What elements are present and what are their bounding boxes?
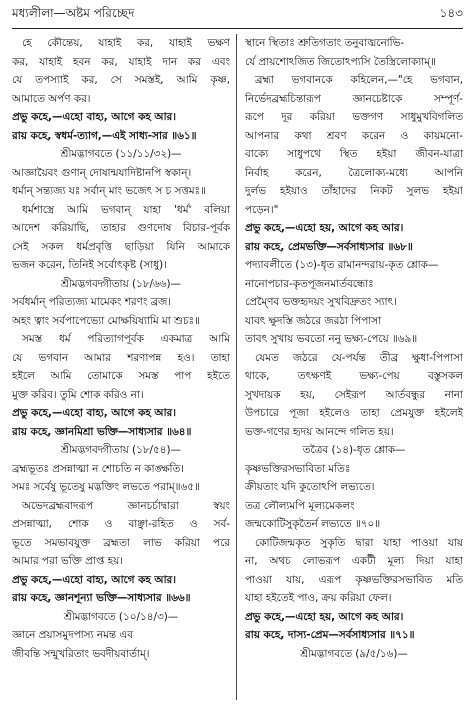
verse-line: যাবৎ ক্ষুদস্তি জঠরে জরঠা পিপাসা (245, 314, 382, 327)
header-rule (12, 28, 463, 29)
text-line: সুখদায়ক হয়, সেইরূপ আর্তবন্ধুর নানা (245, 388, 463, 401)
text-line: প্রসন্নাত্মা, শোক ও বাঞ্ছা-রহিত ও সর্ব- (12, 518, 230, 530)
text-line: ব্রহ্মা ভগবানকে কহিলেন,—"হে ভগবান, (255, 74, 463, 86)
verse-line: র্যে প্রায়শোঽজিত জিতোঽপ্যসি তৈস্ত্রিলোক্যাম্॥ (245, 55, 436, 68)
verse-line: কৃষ্ণভক্তিরসভাবিতা মতিঃ (245, 462, 351, 475)
citation-line: শ্রীমদ্ভগবদ্গীতায় (১৮/৬৬)— (60, 277, 181, 290)
text-line: আমাতে অর্পণ কর। (12, 92, 91, 105)
verse-line: ধর্মান্ সন্ত্যজ্য যঃ সর্বান্ মাং ভজেৎ স চ সত্তমঃ॥ (12, 185, 206, 197)
verse-line: জীবন্তি সন্মুখরিতাং ভবদীয়বার্তাম্। (12, 647, 150, 660)
verse-line: সর্বধর্মান্ পরিত্যজ্য মামেকং শরণং ব্রজ। (12, 296, 172, 308)
verse-line: স্থানে স্থিতাঃ শ্রুতিগতাং তনুবাঙ্মনোভি- (245, 37, 405, 49)
dialogue-line: রায় কহে, দাস্য-প্রেম—সর্বসাধ্যসার ॥৭১॥ (245, 629, 415, 641)
verse-line: ক্রীয়তাং যদি কুতোঽপি লভ্যতে। (245, 481, 375, 493)
dialogue-line: প্রভু কহে,—এহো হয়, আগে কহ আর। (245, 222, 404, 234)
text-line: আদেশ করিয়াছি, তাহার গুণদোষ বিচার-পূর্বক (12, 222, 230, 234)
text-line: উপচারে পূজা হইলেও তাহা প্রেমযুক্ত হইলেই (245, 407, 463, 419)
text-line: কোটিজন্মকৃত সুকৃতি দ্বারা যাহা পাওয়া যায় (255, 536, 463, 549)
text-line: যে তপস্যাই কর, সে সমস্তই, আমি কৃষ্ণ, (12, 74, 230, 86)
dialogue-line: রায় কহে, প্রেমভক্তি—সর্বসাধ্যসার ॥৬৮॥ (245, 240, 413, 253)
citation-line: শ্রীমদ্ভগবদ্গীতায় (১৮/৫৪)— (61, 444, 181, 456)
text-line: সমস্ত ধর্ম পরিত্যাগপূর্বক একমাত্র আমি (22, 333, 230, 345)
text-line: ভজন করেন, তিনিই সর্বোৎকৃষ্ট (সাধু)। (12, 259, 167, 271)
text-line: কর, যাহাই হবন কর, যাহাই দান কর এবং (12, 55, 230, 68)
column-divider (236, 34, 237, 700)
verse-line: তাবৎ সুখায় ভবতো ননু ভক্ষ্য-পেয়ে ॥৬৯॥ (245, 333, 418, 345)
dialogue-line: প্রভু কহে,—এহো বাহ্য, আগে কহ আর। (12, 407, 176, 419)
text-line: ভক্ত-গণের হৃদয় আনন্দে গলিত হয়। (245, 425, 394, 438)
verse-line: জন্মকোটিসুকৃতৈর্ন লভ্যতে ॥৭০॥ (245, 518, 381, 530)
dialogue-line: প্রভু কহে,—এহো হয়, আগে কহ আর। (245, 610, 404, 623)
dialogue-line: প্রভু কহে,—এহো বাহ্য, আগে কহ আর। (12, 111, 176, 123)
text-line: যাহা হইতেই পাও, ক্রয় করিয়া ফেল। (245, 592, 392, 604)
text-line: দুর্লভ হইয়াও তাঁহাদের নিকট সুলভ হইয়া (245, 185, 463, 197)
verse-line: ব্রহ্মভূতঃ প্রসন্নাত্মা ন শোচতি ন কাঙ্ক্ষতি। (12, 462, 184, 475)
citation-line: পদ্যাবলীতে (১৩)-ধৃত রামানন্দরায়-কৃত শ্লোক— (245, 259, 439, 271)
text-line: বাক্যে সাধুপথে স্থিত হইয়া জীবন-যাত্রা (245, 148, 463, 160)
text-line: হে কৌন্তেয়, যাহাই কর, যাহাই ভক্ষণ (22, 37, 230, 49)
citation-line: শ্রীমদ্ভাগবতে (১১/১১/৩২)— (60, 148, 182, 160)
text-line: মুক্ত করিব। তুমি শোক করিও না। (12, 388, 144, 401)
verse-line: অহং ত্বাং সর্বপাপেভ্যো মোক্ষয়িষ্যামি মা শুচঃ॥ (12, 314, 200, 327)
verse-line: সমঃ সর্বেষু ভূতেষু মদ্ভক্তিং লভতে পরাম্॥৬৫॥ (12, 481, 200, 493)
page-number: ১৪৩ (439, 6, 463, 20)
verse-line: তত্র লৌল্যমপি মূল্যমেকলং (245, 499, 355, 512)
citation-line: শ্রীমদ্ভাগবতে (১০/১৪/৩)— (63, 610, 179, 623)
text-line: আমার পরা ভক্তি প্রাপ্ত হয়। (12, 555, 124, 567)
text-line: নির্ভেদব্রহ্মচিন্তারূপ জ্ঞানচেষ্টাকে সম্পূর্ণ- (245, 92, 463, 105)
text-line: যেমত জঠরে যে-পর্যন্ত তীব্র ক্ষুধা-পিপাসা (255, 351, 463, 364)
dialogue-line: রায় কহে, জ্ঞানমিশ্রা ভক্তি—সাধ্যসার ॥৬৪॥ (12, 425, 192, 438)
citation-line: শ্রীমদ্ভাগবতে (৯/৫/১৬)— (300, 647, 408, 660)
text-line: ভূতে সমভাবযুক্ত ব্রহ্মতা লাভ করিয়া পরে (12, 536, 230, 549)
text-line: অভেদব্রহ্মবাদরূপ জ্ঞানচর্চাদ্বারা স্বয়ং (22, 499, 230, 512)
verse-line: নানোপচার-কৃতপূজনমার্তবন্ধোঃ (245, 277, 374, 290)
text-line: থাকে, তৎক্ষণই ভক্ষ্য-পেয় বস্তুসকল (245, 370, 463, 382)
verse-line: জ্ঞানে প্রয়াসমুদপাস্য নমন্ত এব (12, 629, 133, 641)
dialogue-line: প্রভু কহে,—এহো বাহ্য, আগে কহ আর। (12, 573, 176, 586)
text-line: না, অথচ লোভরূপ একটী মূল্য দিয়া যাহা (245, 555, 463, 567)
text-line: নির্বাহ করেন, ত্রৈলোক্য-মধ্যে আপনি (245, 166, 463, 179)
text-line: রূপে দূর করিয়া ভক্তগণ সাধুমুখবিগলিত (245, 111, 463, 123)
text-line: ধর্মশাস্ত্রে আমি ভগবান্ যাহা 'ধর্ম' বলিয়া (22, 203, 230, 216)
text-line: হইলে আমি তোমাকে সমস্ত পাপ হইতে (12, 370, 230, 382)
text-line: পড়েন।" (245, 203, 279, 216)
text-line: পাওয়া যায়, এরূপ কৃষ্ণভক্তিরসভাবিত মতি (245, 573, 463, 586)
text-line: যে ভগবান আমার শরণাপন্ন হও। তাহা (12, 351, 230, 364)
page-header (12, 4, 463, 26)
running-title: মধ্যলীলা—অষ্টম পরিচ্ছেদ (12, 6, 135, 20)
text-line: সেই সকল ধর্মপ্রবৃত্তি ছাড়িয়া যিনি আমাকে (12, 240, 230, 253)
dialogue-line: রায় কহে, জ্ঞানশূন্যা ভক্তি—সাধ্যসার ॥৬৬॥ (12, 592, 191, 604)
text-line: আপনার কথা শ্রবণ করেন ও কায়মনো- (245, 129, 463, 142)
verse-line: প্রেম্ণৈব ভক্তহৃদয়ং সুখবিদ্রুতং স্যাৎ। (245, 296, 397, 308)
verse-line: আজ্ঞায়ৈবং গুণান্ দোষান্মযাদিষ্টানপি স্বকান্। (12, 166, 192, 179)
dialogue-line: রায় কহে, স্বধর্ম-ত্যাগ,—এই সাধ্য-সার ॥৬১॥ (12, 129, 197, 142)
right-column (245, 34, 463, 700)
left-column (12, 34, 230, 700)
citation-line: তত্রৈব (১৪)-ধৃত শ্লোক— (302, 444, 406, 456)
